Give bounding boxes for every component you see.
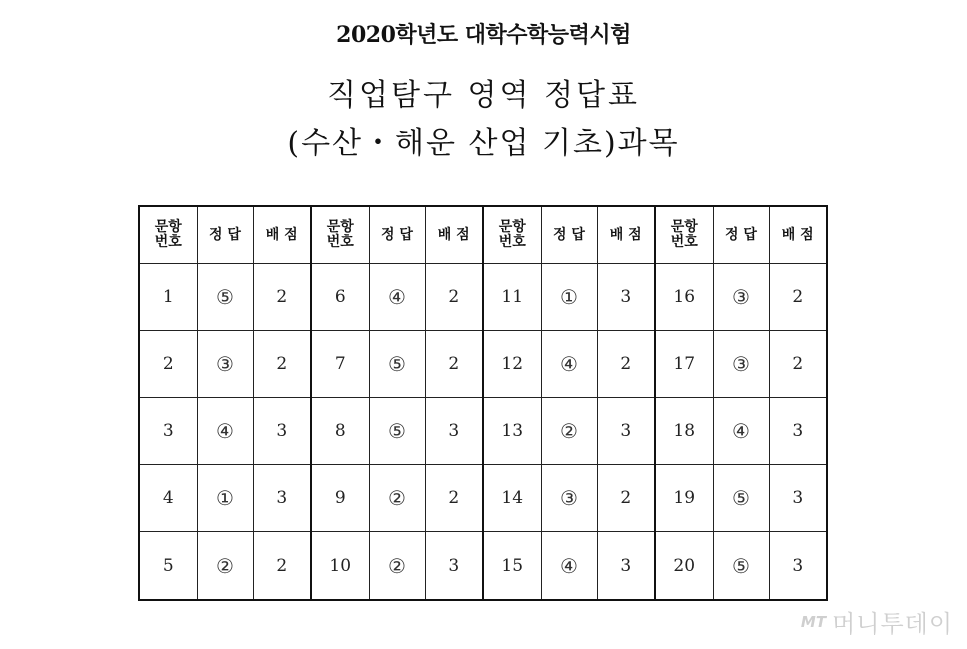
exam-year-title: 2020학년도 대학수학능력시험 — [336, 22, 631, 48]
points-cell: 2 — [253, 532, 311, 600]
question-number: 9 — [311, 465, 369, 532]
answer-cell: ⑤ — [369, 331, 425, 398]
answer-cell: ④ — [197, 398, 253, 465]
answer-cell: ⑤ — [197, 264, 253, 331]
answer-cell: ⑤ — [713, 465, 769, 532]
header-points: 배 점 — [769, 206, 827, 264]
header-answer: 정 답 — [197, 206, 253, 264]
points-cell: 2 — [425, 264, 483, 331]
points-cell: 2 — [769, 331, 827, 398]
question-number: 3 — [139, 398, 197, 465]
answer-cell: ① — [197, 465, 253, 532]
question-number: 13 — [483, 398, 541, 465]
header-points: 배 점 — [597, 206, 655, 264]
answer-cell: ③ — [197, 331, 253, 398]
header-answer: 정 답 — [369, 206, 425, 264]
question-number: 8 — [311, 398, 369, 465]
points-cell: 2 — [425, 465, 483, 532]
points-cell: 3 — [253, 465, 311, 532]
header-question-number: 문항 번호 — [483, 206, 541, 264]
points-cell: 2 — [425, 331, 483, 398]
question-number: 17 — [655, 331, 713, 398]
publisher-watermark — [801, 604, 953, 639]
watermark-text: 머니투데이 — [832, 610, 953, 638]
points-cell: 3 — [253, 398, 311, 465]
question-number: 10 — [311, 532, 369, 600]
points-cell: 3 — [597, 264, 655, 331]
answer-cell: ④ — [713, 398, 769, 465]
header-answer: 정 답 — [541, 206, 597, 264]
question-number: 7 — [311, 331, 369, 398]
subject-title: (수산・해운 산업 기초)과목 — [287, 126, 680, 161]
question-number: 6 — [311, 264, 369, 331]
points-cell: 3 — [425, 398, 483, 465]
answer-cell: ② — [541, 398, 597, 465]
mt-logo: MT — [800, 612, 827, 631]
table-header-row — [139, 206, 827, 264]
question-number: 15 — [483, 532, 541, 600]
question-number: 4 — [139, 465, 197, 532]
answer-cell: ② — [369, 532, 425, 600]
table-row — [139, 465, 827, 532]
answer-cell: ③ — [713, 331, 769, 398]
answer-cell: ② — [197, 532, 253, 600]
table-row — [139, 331, 827, 398]
question-number: 20 — [655, 532, 713, 600]
points-cell: 2 — [253, 331, 311, 398]
points-cell: 3 — [597, 532, 655, 600]
question-number: 18 — [655, 398, 713, 465]
header-question-number: 문항 번호 — [139, 206, 197, 264]
points-cell: 3 — [769, 398, 827, 465]
answer-cell: ① — [541, 264, 597, 331]
header-question-number: 문항 번호 — [311, 206, 369, 264]
answer-cell: ③ — [541, 465, 597, 532]
points-cell: 2 — [597, 331, 655, 398]
table-row — [139, 532, 827, 600]
answer-key-table — [138, 205, 828, 601]
answer-cell: ④ — [541, 331, 597, 398]
points-cell: 3 — [425, 532, 483, 600]
points-cell: 3 — [769, 532, 827, 600]
question-number: 1 — [139, 264, 197, 331]
answer-cell: ⑤ — [369, 398, 425, 465]
answer-cell: ⑤ — [713, 532, 769, 600]
question-number: 11 — [483, 264, 541, 331]
table-row — [139, 398, 827, 465]
question-number: 19 — [655, 465, 713, 532]
points-cell: 2 — [597, 465, 655, 532]
question-number: 5 — [139, 532, 197, 600]
answer-cell: ④ — [369, 264, 425, 331]
points-cell: 3 — [597, 398, 655, 465]
points-cell: 2 — [769, 264, 827, 331]
answer-cell: ② — [369, 465, 425, 532]
answer-key-title: 직업탐구 영역 정답표 — [327, 78, 640, 113]
question-number: 16 — [655, 264, 713, 331]
header-points: 배 점 — [253, 206, 311, 264]
header-question-number: 문항 번호 — [655, 206, 713, 264]
question-number: 2 — [139, 331, 197, 398]
answer-cell: ④ — [541, 532, 597, 600]
points-cell: 2 — [253, 264, 311, 331]
header-answer: 정 답 — [713, 206, 769, 264]
answer-cell: ③ — [713, 264, 769, 331]
question-number: 12 — [483, 331, 541, 398]
question-number: 14 — [483, 465, 541, 532]
table-row — [139, 264, 827, 331]
points-cell: 3 — [769, 465, 827, 532]
header-points: 배 점 — [425, 206, 483, 264]
